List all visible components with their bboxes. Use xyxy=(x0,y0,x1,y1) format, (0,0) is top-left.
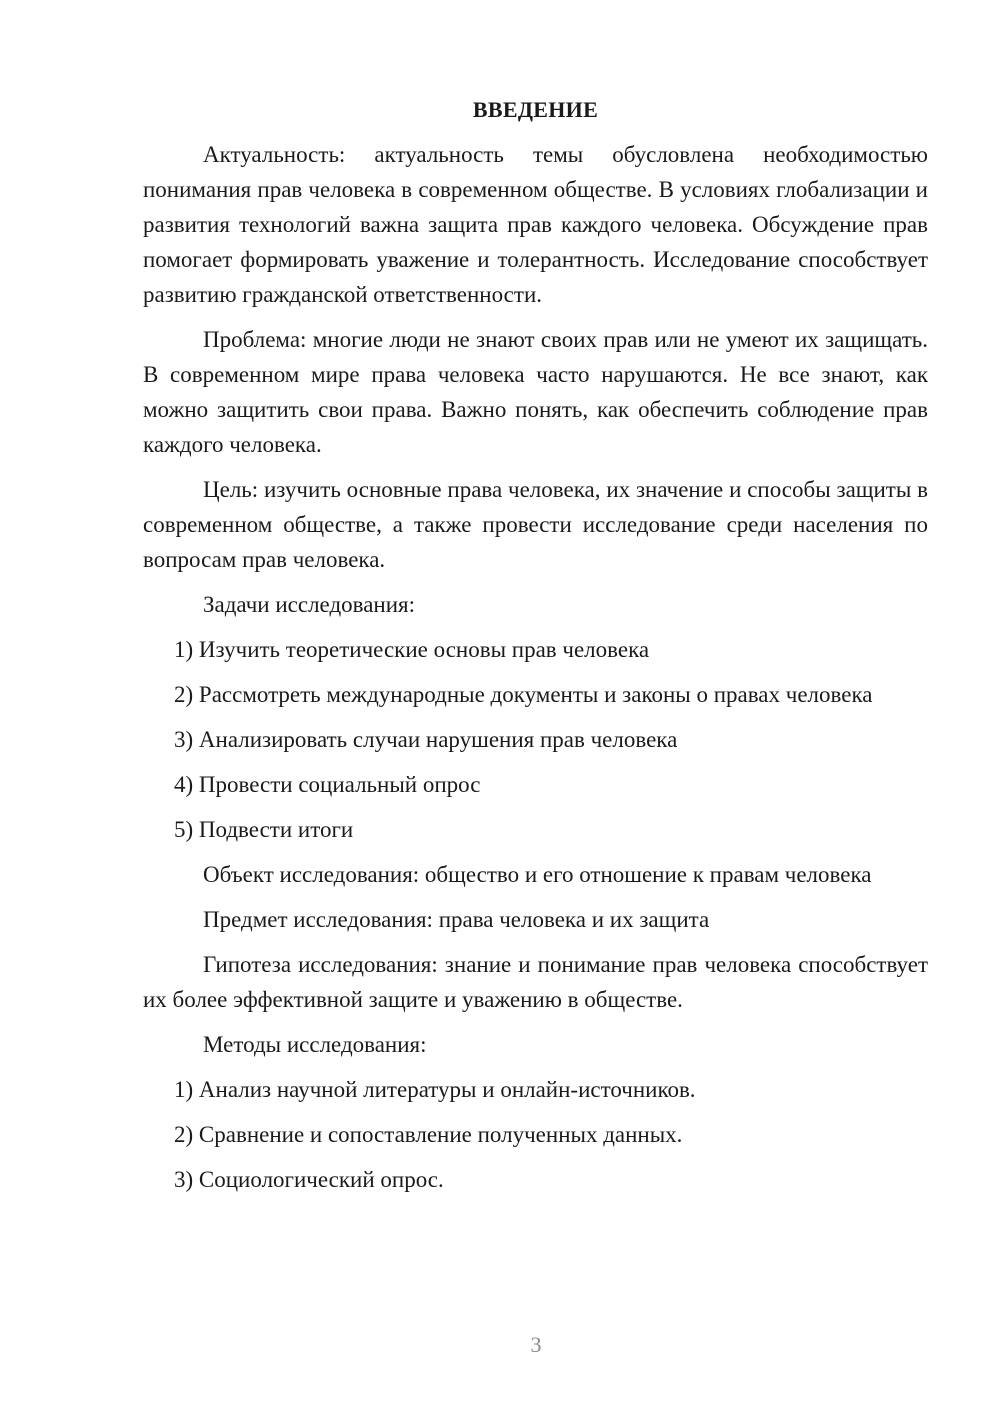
relevance-paragraph: Актуальность: актуальность темы обусловлена необходимостью понимания прав человека в современном обществе. В условиях глобализации и развития технологий важна защита прав каждого человека. Обсуждение прав помогает формировать уважение и толерантность. Исследование способствует развитию гражданской ответственности. xyxy=(143,142,928,307)
method-item: 3) Социологический опрос. xyxy=(174,1167,444,1192)
object-paragraph: Объект исследования: общество и его отношение к правам человека xyxy=(203,862,872,887)
problem-paragraph: Проблема: многие люди не знают своих прав или не умеют их защищать. В современном мире права человека часто нарушаются. Не все знают, как можно защитить свои права. Важно понять, как обеспечить соблюдение прав каждого человека. xyxy=(143,327,928,457)
page-number: 3 xyxy=(530,1332,542,1357)
task-item: 2) Рассмотреть международные документы и законы о правах человека xyxy=(174,682,873,707)
task-item: 1) Изучить теоретические основы прав человека xyxy=(174,637,650,662)
methods-heading: Методы исследования: xyxy=(203,1032,427,1057)
task-item: 5) Подвести итоги xyxy=(174,817,354,842)
section-title: ВВЕДЕНИЕ xyxy=(472,97,599,122)
hypothesis-paragraph: Гипотеза исследования: знание и понимание прав человека способствует их более эффективной защите и уважению в обществе. xyxy=(143,952,928,1012)
task-item: 3) Анализировать случаи нарушения прав человека xyxy=(174,727,678,752)
document-page xyxy=(143,92,928,1207)
subject-paragraph: Предмет исследования: права человека и их защита xyxy=(203,907,710,932)
tasks-heading: Задачи исследования: xyxy=(203,592,416,617)
method-item: 1) Анализ научной литературы и онлайн-источников. xyxy=(174,1077,696,1102)
method-item: 2) Сравнение и сопоставление полученных данных. xyxy=(174,1122,683,1147)
task-item: 4) Провести социальный опрос xyxy=(174,772,481,797)
goal-paragraph: Цель: изучить основные права человека, их значение и способы защиты в современном обществе, а также провести исследование среди населения по вопросам прав человека. xyxy=(143,477,928,572)
